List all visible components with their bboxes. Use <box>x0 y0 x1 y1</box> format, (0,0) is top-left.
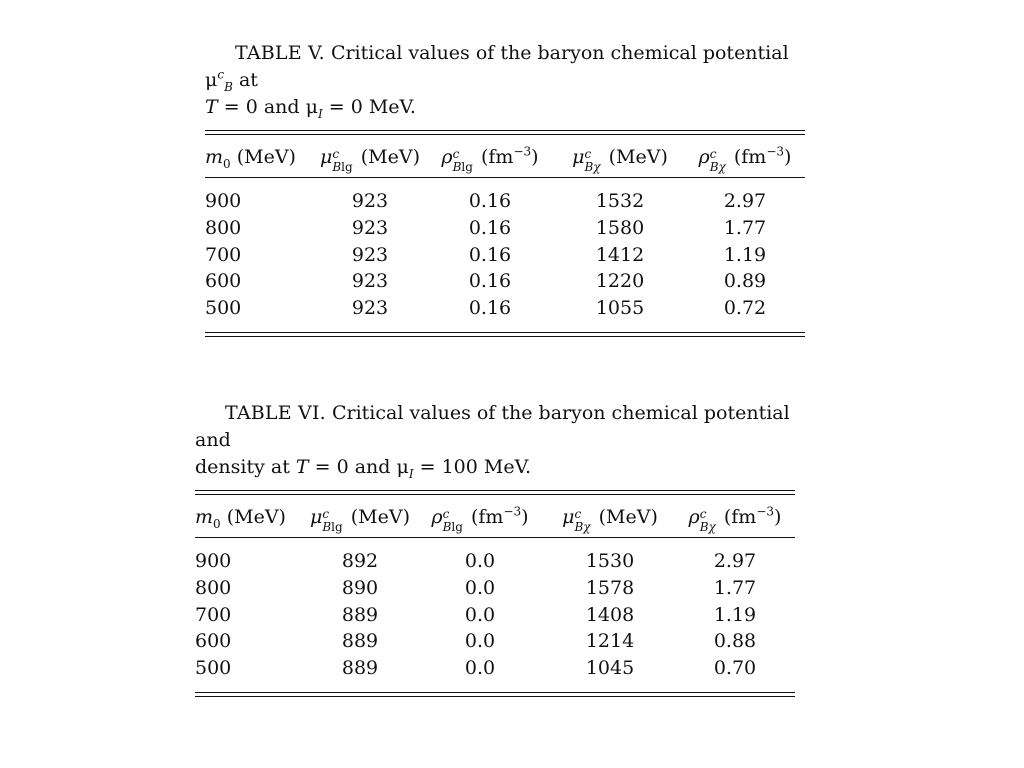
cell-rho-chi: 0.72 <box>723 297 767 320</box>
cell-m0: 600 <box>195 630 232 653</box>
cell-mu-chi: 1532 <box>595 190 645 212</box>
table-v-caption: TABLE V. Critical values of the baryon chemical potential $\mu^c_B$ at T = 0 and $\mu_I = 0$ MeV. <box>205 42 789 121</box>
table-v-caption-post: = 0 MeV. <box>328 96 416 118</box>
cell-rho-lg: 0.0 <box>464 657 496 680</box>
table-v-caption-sub: I <box>317 106 323 121</box>
table-vi-caption-mid: = 0 and μ <box>314 456 409 478</box>
cell-rho-chi: 1.77 <box>723 216 767 239</box>
table-v-caption-mid: = 0 and μ <box>223 96 318 118</box>
table-row <box>195 548 795 575</box>
table-vi-caption-T: T <box>295 456 309 478</box>
cell-m0: 800 <box>205 216 242 239</box>
table-row <box>205 188 805 215</box>
table-vi <box>195 400 795 697</box>
table-vi-header-mu-chi: μ c Bχ (MeV) <box>562 506 658 534</box>
table-row <box>205 215 805 242</box>
cell-rho-chi: 1.19 <box>713 603 757 626</box>
cell-rho-lg: 0.16 <box>468 243 512 266</box>
cell-rho-lg: 0.16 <box>468 190 512 212</box>
table-vi-header-rho-chi: ρ c Bχ $(fm^{-3})$ <box>688 504 782 534</box>
table-v-header-rho-chi: ρ c Bχ $(fm^{-3})$ <box>698 144 792 174</box>
cell-rho-lg: 0.16 <box>468 216 512 239</box>
cell-rho-chi: 1.19 <box>723 243 767 266</box>
cell-mu-lg: 892 <box>341 550 379 572</box>
table-vi-header-rho-lg: ρ c Blg $(fm^{-3})$ <box>431 504 529 534</box>
cell-mu-chi: 1220 <box>595 270 645 293</box>
cell-mu-lg: 889 <box>341 630 379 653</box>
cell-rho-lg: 0.0 <box>464 603 496 626</box>
table-row <box>195 628 795 655</box>
cell-mu-chi: 1530 <box>585 550 635 572</box>
cell-rho-lg: 0.16 <box>468 270 512 293</box>
cell-m0: 500 <box>205 297 242 320</box>
table-v-header-rho-lg: ρ c Blg $(fm^{-3})$ <box>441 144 539 174</box>
cell-mu-lg: 889 <box>341 603 379 626</box>
table-v-header-row <box>205 135 805 177</box>
cell-rho-chi: 0.70 <box>713 657 757 680</box>
cell-m0: 700 <box>205 243 242 266</box>
table-v-label: TABLE V. <box>235 42 325 64</box>
cell-mu-lg: 890 <box>341 576 379 599</box>
cell-mu-chi: 1045 <box>585 657 635 680</box>
table-vi-label: TABLE VI. <box>225 402 326 424</box>
cell-mu-lg: 923 <box>351 243 389 266</box>
table-row <box>205 268 805 295</box>
cell-mu-chi: 1412 <box>595 243 645 266</box>
table-v-caption-T: T <box>205 96 218 118</box>
cell-m0: 700 <box>195 603 232 626</box>
cell-m0: 900 <box>195 550 232 572</box>
cell-rho-lg: 0.0 <box>464 630 496 653</box>
cell-rho-lg: 0.0 <box>464 550 496 572</box>
table-vi-caption-post: = 100 MeV. <box>419 456 532 478</box>
cell-m0: 800 <box>195 576 232 599</box>
table-row <box>195 575 795 602</box>
table-row <box>205 242 805 269</box>
table-vi-body <box>195 538 795 692</box>
table-vi-caption-sub: I <box>408 466 414 481</box>
cell-mu-chi: 1408 <box>585 603 635 626</box>
cell-mu-lg: 923 <box>351 190 389 212</box>
table-vi-header-m0: $m_0$ (MeV) <box>195 506 286 531</box>
table-v-header-mu-lg: μ c Blg (MeV) <box>319 146 420 174</box>
cell-rho-chi: 2.97 <box>713 550 757 572</box>
table-vi-caption-line1: Critical values of the baryon chemical potential and <box>195 402 790 451</box>
table-v-caption-tail: at <box>238 69 258 91</box>
table-v-caption-line1: Critical values of the baryon chemical potential μ <box>205 42 789 91</box>
cell-rho-lg: 0.16 <box>468 297 512 320</box>
table-row <box>195 655 795 682</box>
table-row <box>205 295 805 322</box>
table-v <box>205 40 805 337</box>
cell-mu-lg: 923 <box>351 270 389 293</box>
cell-rho-lg: 0.0 <box>464 576 496 599</box>
cell-rho-chi: 0.89 <box>723 270 767 293</box>
table-vi-bottom-rule <box>195 692 795 697</box>
cell-mu-chi: 1580 <box>595 216 645 239</box>
cell-m0: 500 <box>195 657 232 680</box>
table-v-header-m0: $m_0$ (MeV) <box>205 146 296 171</box>
cell-rho-chi: 1.77 <box>713 576 757 599</box>
cell-m0: 900 <box>205 190 242 212</box>
table-vi-header-row <box>195 495 795 537</box>
table-v-bottom-rule <box>205 332 805 337</box>
cell-mu-lg: 923 <box>351 216 389 239</box>
cell-rho-chi: 0.88 <box>713 630 757 653</box>
cell-m0: 600 <box>205 270 242 293</box>
cell-mu-lg: 889 <box>341 657 379 680</box>
table-row <box>195 602 795 629</box>
cell-mu-chi: 1214 <box>585 630 635 653</box>
cell-mu-chi: 1055 <box>595 297 645 320</box>
table-v-body <box>205 178 805 332</box>
table-vi-caption-pre: density at <box>195 456 290 478</box>
cell-rho-chi: 2.97 <box>723 190 767 212</box>
table-vi-header-mu-lg: μ c Blg (MeV) <box>309 506 410 534</box>
table-v-header-mu-chi: μ c Bχ (MeV) <box>572 146 668 174</box>
cell-mu-lg: 923 <box>351 297 389 320</box>
table-vi-caption <box>195 400 795 481</box>
cell-mu-chi: 1578 <box>585 576 635 599</box>
